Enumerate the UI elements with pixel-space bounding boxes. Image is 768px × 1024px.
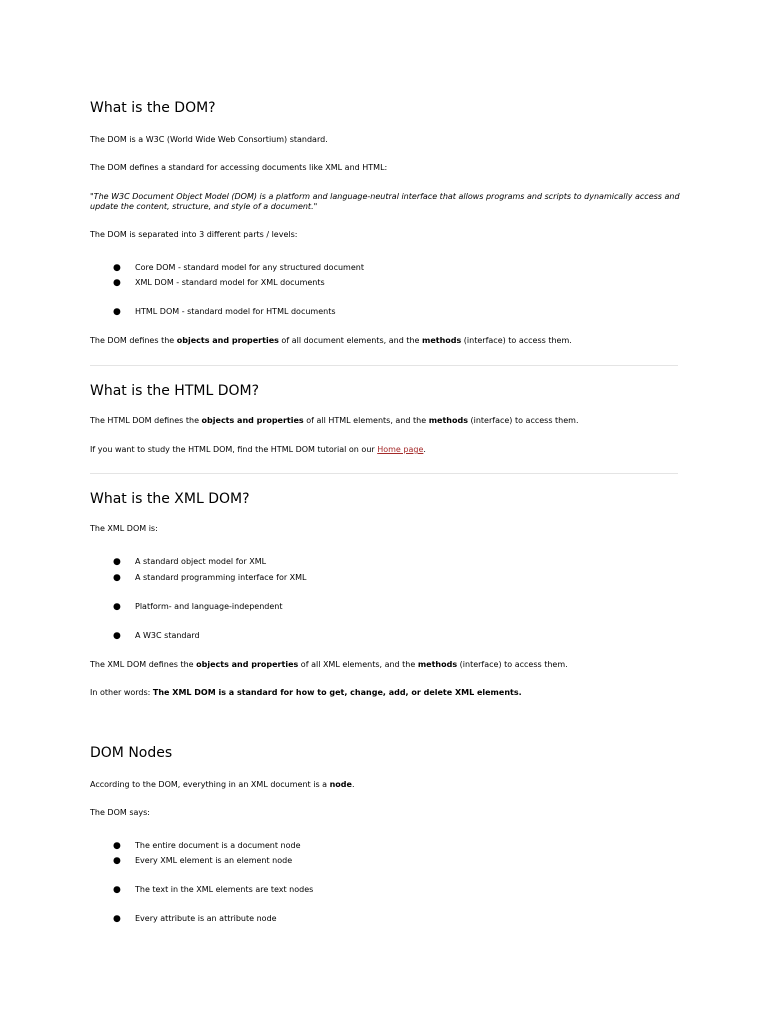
divider [90,365,678,366]
bullet-icon: ● [113,557,121,567]
paragraph: The XML DOM is: [90,524,158,533]
paragraph-other-words: In other words: The XML DOM is a standard for how to get, change, add, or delete XML elements. [90,688,522,697]
bullet-icon: ● [113,914,121,924]
heading-dom-nodes: DOM Nodes [90,745,173,761]
paragraph-html-dom-summary: The HTML DOM defines the objects and properties of all HTML elements, and the methods (interface) to access them. [90,416,579,425]
paragraph-dom-summary: The DOM defines the objects and properties of all document elements, and the methods (interface) to access them. [90,336,572,345]
paragraph-nodes-intro: According to the DOM, everything in an XML document is a node. [90,780,355,789]
bullet-icon: ● [113,573,121,583]
paragraph: The DOM is a W3C (World Wide Web Consortium) standard. [90,135,328,144]
bullet-icon: ● [113,602,121,612]
heading-what-is-html-dom: What is the HTML DOM? [90,383,260,399]
paragraph: The DOM says: [90,808,150,817]
quote: "The W3C Document Object Model (DOM) is a platform and language-neutral interface that allows programs and scripts to dynamically access and update the content, structure, and style of a document." [90,192,680,211]
bullet-icon: ● [113,278,121,288]
divider [90,473,678,474]
paragraph-study: If you want to study the HTML DOM, find the HTML DOM tutorial on our Home page. [90,445,426,454]
bullet-icon: ● [113,856,121,866]
paragraph: The DOM defines a standard for accessing documents like XML and HTML: [90,163,388,172]
bullet-icon: ● [113,307,121,317]
bullet-icon: ● [113,885,121,895]
bullet-icon: ● [113,263,121,273]
heading-what-is-xml-dom: What is the XML DOM? [90,491,250,507]
home-page-link[interactable]: Home page [377,445,424,454]
paragraph-xml-dom-summary: The XML DOM defines the objects and properties of all XML elements, and the methods (interface) to access them. [90,660,568,669]
paragraph: The DOM is separated into 3 different parts / levels: [90,230,298,239]
heading-what-is-dom: What is the DOM? [90,100,216,116]
bullet-icon: ● [113,631,121,641]
bullet-icon: ● [113,841,121,851]
